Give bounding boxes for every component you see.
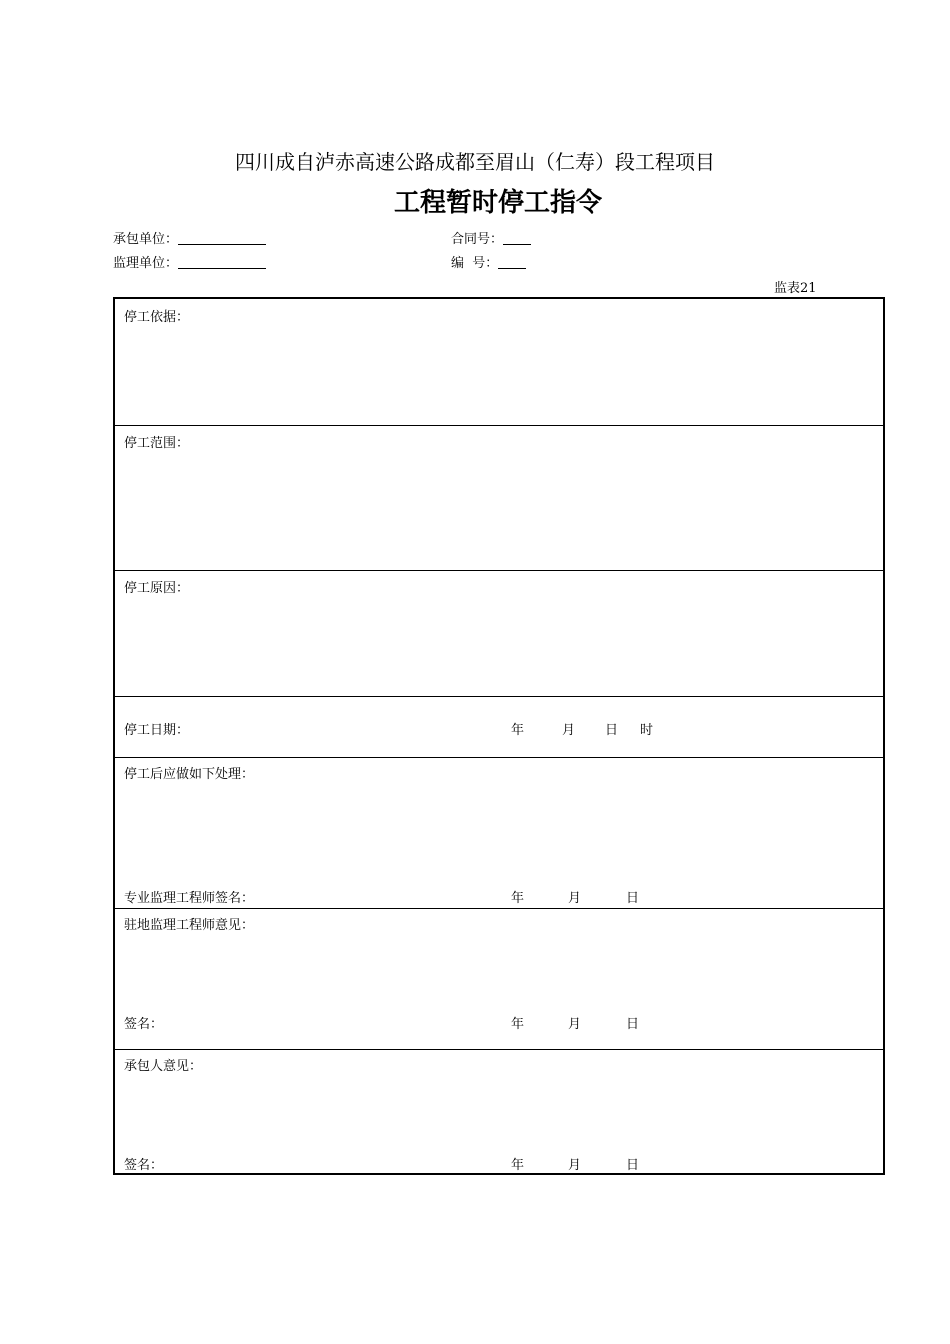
form-title: 工程暂时停工指令 [393, 188, 602, 218]
engineer-sign-label: 专业监理工程师签名： [124, 891, 255, 906]
form-code: 监表21 [774, 281, 817, 296]
supervisor-field [113, 252, 266, 271]
basis-row[interactable] [115, 299, 883, 426]
reason-row[interactable] [115, 571, 883, 697]
contractor-label: 承包单位： [113, 232, 179, 247]
resident-sign-label: 签名： [124, 1017, 164, 1032]
contractor-sign-day: 日 [626, 1158, 640, 1173]
contractor-opinion-row[interactable] [115, 1050, 883, 1173]
reason-label: 停工原因： [124, 581, 190, 596]
contract-no-field [451, 228, 531, 247]
basis-label: 停工依据： [124, 310, 190, 325]
contractor-sign-label: 签名： [124, 1158, 164, 1173]
handling-label: 停工后应做如下处理： [124, 767, 255, 782]
resident-opinion-row[interactable] [115, 909, 883, 1050]
contract-no-label: 合同号： [451, 232, 504, 247]
engineer-sign-day: 日 [626, 891, 640, 906]
supervisor-label: 监理单位： [113, 256, 179, 271]
contractor-input-line[interactable] [178, 232, 266, 245]
resident-sign-month: 月 [568, 1017, 582, 1032]
scope-row[interactable] [115, 426, 883, 571]
contractor-opinion-label: 承包人意见： [124, 1059, 203, 1074]
date-year-unit: 年 [511, 723, 525, 738]
engineer-sign-month: 月 [568, 891, 582, 906]
date-month-unit: 月 [562, 723, 576, 738]
resident-sign-year: 年 [511, 1017, 525, 1032]
resident-opinion-label: 驻地监理工程师意见： [124, 918, 255, 933]
form-table [113, 297, 885, 1175]
date-hour-unit: 时 [640, 723, 654, 738]
scope-label: 停工范围： [124, 436, 190, 451]
serial-no-input-line[interactable] [498, 256, 526, 269]
contract-no-input-line[interactable] [503, 232, 531, 245]
date-day-unit: 日 [605, 723, 619, 738]
serial-no-label: 编 号： [451, 256, 499, 271]
contractor-field [113, 228, 266, 247]
contractor-sign-month: 月 [568, 1158, 582, 1173]
project-name: 四川成自泸赤高速公路成都至眉山（仁寿）段工程项目 [235, 150, 715, 174]
contractor-sign-year: 年 [511, 1158, 525, 1173]
supervisor-input-line[interactable] [178, 256, 266, 269]
date-label: 停工日期： [124, 723, 190, 738]
resident-sign-day: 日 [626, 1017, 640, 1032]
date-row[interactable] [115, 697, 883, 758]
engineer-sign-year: 年 [511, 891, 525, 906]
serial-no-field [451, 252, 526, 271]
handling-row[interactable] [115, 758, 883, 909]
